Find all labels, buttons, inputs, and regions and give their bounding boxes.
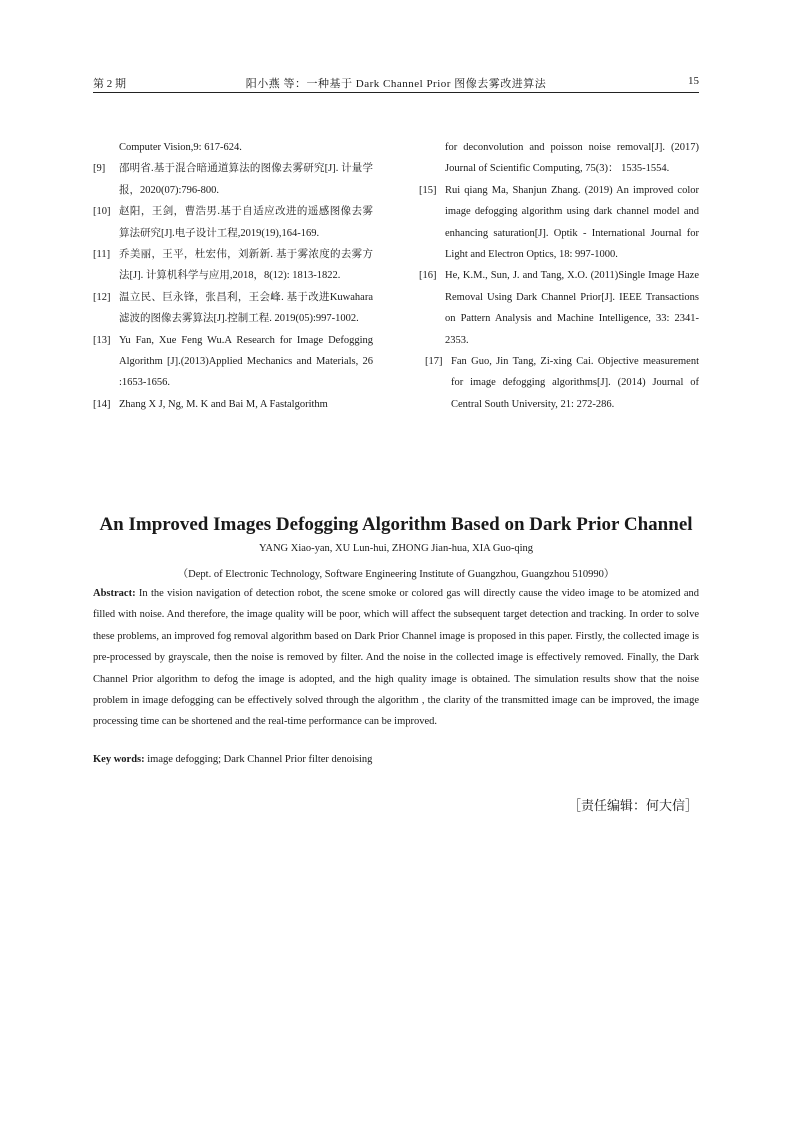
english-authors: YANG Xiao-yan, XU Lun-hui, ZHONG Jian-hua, XIA Guo-qing xyxy=(258,543,534,554)
reference-item: Computer Vision,9: 617-624. xyxy=(119,142,242,153)
english-title: An Improved Images Defogging Algorithm Based on Dark Prior Channel xyxy=(99,514,693,535)
reference-item: [13] Yu Fan, Xue Feng Wu.A Research for Image Defogging Algorithm [J].(2013)Applied Mechanics and Materials, 26 :1653-1656. xyxy=(93,334,373,389)
running-title: 阳小燕 等：一种基于 Dark Channel Prior 图像去雾改进算法 xyxy=(245,78,547,90)
reference-item: [10] 赵阳，王剑，曹浩男.基于自适应改进的遥感图像去雾算法研究[J].电子设计工程,2019(19),164-169. xyxy=(93,206,373,239)
references-right-column xyxy=(419,137,699,415)
references-left-column xyxy=(93,137,373,415)
reference-item: [9] 邵明省.基于混合暗通道算法的图像去雾研究[J]. 计量学报，2020(07):796-800. xyxy=(93,163,373,196)
issue-number: 第 2 期 xyxy=(93,78,126,90)
reference-item: [12] 温立民、巨永锋，张昌利，王会峰. 基于改进Kuwahara 滤波的图像去雾算法[J].控制工程. 2019(05):997-1002. xyxy=(93,291,373,325)
reference-item: [15] Rui qiang Ma, Shanjun Zhang. (2019) An improved color image defogging algorithm using dark channel model and enhancing saturation[J]. Optik - International Journal for Light and Electron Optics, 18: 997-1000. xyxy=(419,184,699,261)
english-keywords xyxy=(93,754,699,765)
reference-item: [17] Fan Guo, Jin Tang, Zi-xing Cai. Objective measurement for image defogging algorithms[J]. (2014) Journal of Central South University, 21: 272-286. xyxy=(425,356,699,410)
page-number: 15 xyxy=(688,75,699,87)
abstract-label: Abstract: xyxy=(93,588,136,599)
keywords-text: image defogging; Dark Channel Prior filter denoising xyxy=(147,754,373,765)
reference-item: [16] He, K.M., Sun, J. and Tang, X.O. (2011)Single Image Haze Removal Using Dark Channel Prior[J]. IEEE Transactions on Pattern Analysis and Machine Intelligence, 33: 2341-2353. xyxy=(419,270,699,346)
reference-item: [11] 乔美丽，王平，杜宏伟，刘新新. 基于雾浓度的去雾方法[J]. 计算机科学与应用,2018，8(12): 1813-1822. xyxy=(93,249,373,282)
abstract-text: In the vision navigation of detection robot, the scene smoke or colored gas will directly cause the video image to be atomized and filled with noise. And therefore, the image quality will be poor, which will affect the subsequent target detection and tracking. In order to solve these problems, an improved fog removal algorithm based on Dark Prior Channel image is proposed in this paper. Firstly, the collected image is pre-processed by grayscale, then the noise is removed by filter. And the noise in the collected image is effectively removed. Finally, the Dark Channel Prior algorithm to defog the image is adopted, and the high quality image is obtained. The simulation results show that the noise problem in image defogging can be effectively solved through the algorithm , the clarity of the transmitted image can be improved, the image processing time can be shortened and the real-time performance can be improved. xyxy=(93,588,700,728)
reference-item: for deconvolution and poisson noise removal[J]. (2017) Journal of Scientific Computing, 75(3)： 1535-1554. xyxy=(445,142,699,175)
running-header xyxy=(93,72,699,93)
keywords-label: Key words: xyxy=(93,754,145,765)
english-abstract xyxy=(93,583,699,733)
english-affiliation: （Dept. of Electronic Technology, Software Engineering Institute of Guangzhou, Guangzhou 510990） xyxy=(177,569,615,580)
reference-item: [14] Zhang X J, Ng, M. K and Bai M, A Fastalgorithm xyxy=(93,398,328,410)
editor-note: ［责任编辑：何大信］ xyxy=(567,799,698,814)
